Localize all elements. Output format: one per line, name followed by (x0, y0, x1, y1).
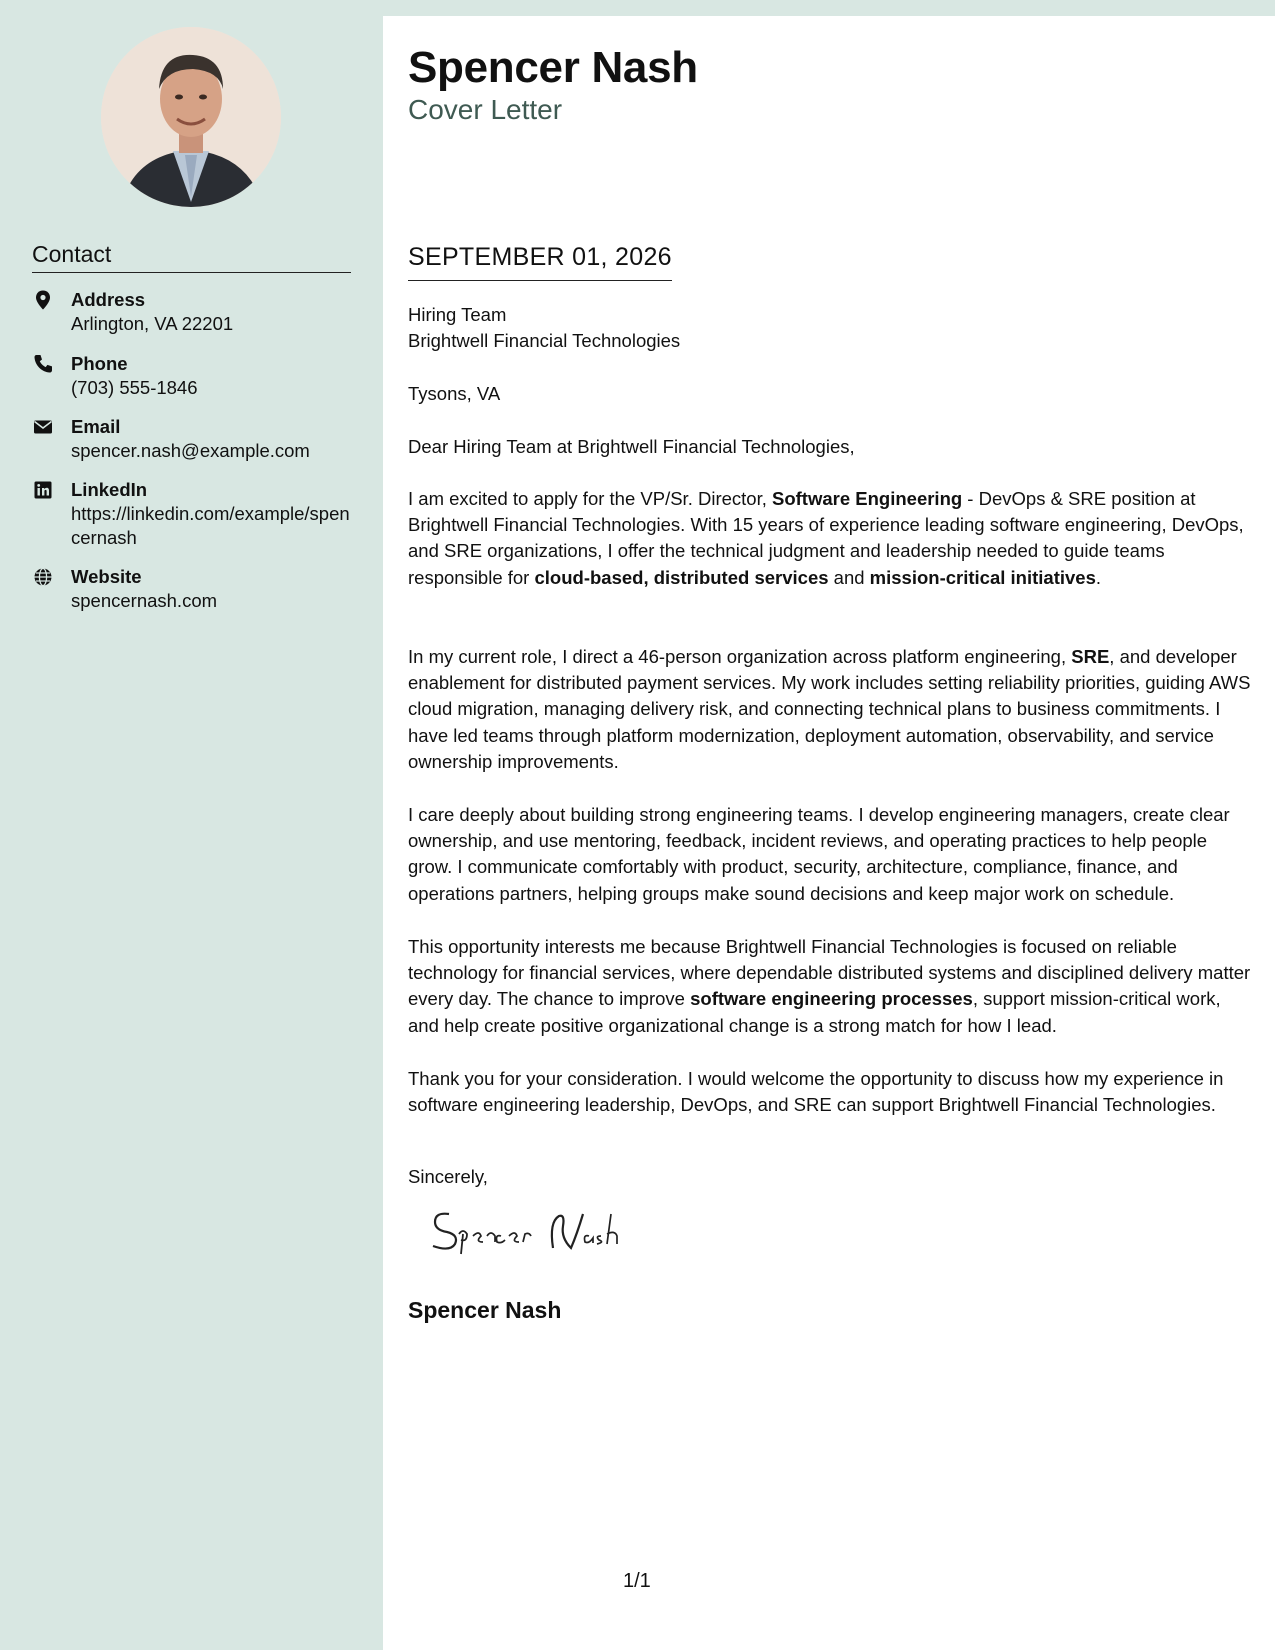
letter-page (383, 16, 1275, 1650)
contact-value: (703) 555-1846 (71, 377, 198, 398)
envelope-icon (32, 416, 54, 438)
text-run: I am excited to apply for the VP/Sr. Director, (408, 488, 772, 509)
recipient-name: Hiring Team (408, 304, 507, 325)
contact-value: Arlington, VA 22201 (71, 313, 234, 334)
paragraph-3: I care deeply about building strong engineering teams. I develop engineering managers, create clear ownership, and use mentoring, feedback, incident reviews, and operating practices to help people grow. I communicate comfortably with product, security, architecture, compliance, finance, and operations partners, helping groups make sound decisions and keep major work on schedule. (408, 804, 1230, 904)
text-run: , support mission-critical work, and help create positive organizational change is a strong match for how I lead. (408, 988, 1221, 1036)
text-run: - DevOps & SRE position at Brightwell Financial Technologies. With 15 years of experience leading software engineering, DevOps, and SRE organizations, I offer the technical judgment and leadership needed to guide teams responsible for (408, 488, 1244, 588)
globe-icon (32, 566, 54, 588)
profile-photo (101, 27, 281, 207)
map-pin-icon (32, 289, 54, 311)
contact-value: spencer.nash@example.com (71, 440, 310, 461)
contact-label: Website (71, 566, 142, 587)
bold-run: software engineering processes (690, 988, 973, 1010)
handwritten-signature (425, 1204, 655, 1260)
bold-run: Software Engineering (772, 488, 963, 509)
text-run: and (828, 566, 870, 588)
letter-date: SEPTEMBER 01, 2026 (408, 242, 672, 281)
contact-label: Email (71, 416, 121, 437)
recipient-location: Tysons, VA (408, 383, 501, 404)
contact-value[interactable]: spencernash.com (71, 590, 218, 611)
sidebar (0, 0, 383, 1650)
paragraph-4 (408, 934, 1253, 1039)
linkedin-icon (32, 479, 54, 501)
paragraph-5: Thank you for your consideration. I would welcome the opportunity to discuss how my experience in software engineering leadership, DevOps, and SRE can support Brightwell Financial Technologies. (408, 1068, 1224, 1116)
bold-run: cloud-based, distributed services (534, 566, 829, 588)
text-run: This opportunity interests me because Brightwell Financial Technologies is focused on reliable technology for financial services, where dependable distributed systems and disciplined delivery matter every day. The chance to improve (408, 936, 1251, 1010)
contact-value[interactable]: https://linkedin.com/example/spencernash (71, 503, 350, 548)
contact-label: Address (71, 289, 146, 310)
closing: Sincerely, (408, 1166, 488, 1187)
text-run: In my current role, I direct a 46-person organization across platform engineering, (408, 646, 1072, 667)
contact-heading: Contact (32, 240, 351, 273)
paragraph-2 (408, 644, 1253, 775)
phone-icon (32, 353, 54, 375)
bold-run: SRE (1071, 646, 1110, 667)
text-run: , and developer enablement for distributed payment services. My work includes setting reliability priorities, guiding AWS cloud migration, managing delivery risk, and connecting technical plans to business commitments. I have led teams through platform modernization, deployment automation, observability, and service ownership improvements. (408, 646, 1251, 772)
contact-label: Phone (71, 353, 128, 374)
page-number: 1/1 (623, 1570, 651, 1592)
paragraph-1 (408, 486, 1253, 591)
applicant-name: Spencer Nash (408, 43, 698, 92)
text-run: . (1095, 566, 1102, 588)
salutation: Dear Hiring Team at Brightwell Financial Technologies, (408, 436, 855, 457)
document-subtitle: Cover Letter (408, 94, 563, 125)
signer-name: Spencer Nash (408, 1297, 562, 1323)
recipient-company: Brightwell Financial Technologies (408, 330, 681, 351)
contact-label: LinkedIn (71, 479, 148, 500)
bold-run: mission-critical initiatives (869, 566, 1096, 588)
